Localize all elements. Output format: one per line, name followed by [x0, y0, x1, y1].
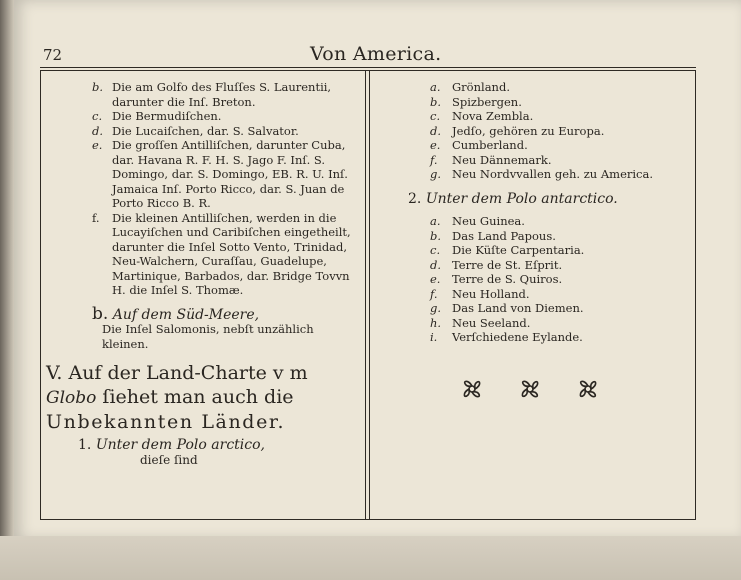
item-marker: c.	[430, 109, 441, 123]
list-item	[92, 109, 354, 124]
item-text: Grönland.	[452, 80, 510, 94]
section-text: Die Inſel Salomonis, nebſt unzählich kleinen.	[102, 322, 314, 351]
item-text: Verſchiedene Eylande.	[452, 330, 583, 344]
item-text: Die groſſen Antilliſchen, darunter Cuba, dar. Havana R. F. H. S. Jago F. Inſ. S. Domingo, dar. S. Domingo, EB. R. U. Inſ. Jamaica Inſ. Porto Ricco, dar. S. Juan de Porto Ricco B. R.	[112, 138, 348, 210]
list-item	[92, 124, 354, 139]
list-item	[430, 330, 692, 345]
item-text: Terre de S. Quiros.	[452, 272, 563, 286]
item-marker: d.	[92, 123, 104, 138]
item-marker: b.	[92, 80, 104, 94]
item-marker: f.	[430, 286, 438, 301]
book-bottom-edge	[0, 536, 741, 580]
column-divider	[365, 70, 366, 520]
page-number: 72	[43, 46, 63, 64]
list-item	[430, 316, 692, 331]
item-text: Neu Guinea.	[452, 214, 525, 228]
fleuron-icon	[516, 375, 544, 403]
chapter-heading-v	[46, 361, 354, 434]
list-item	[430, 272, 692, 287]
item-text: Nova Zembla.	[452, 109, 534, 123]
list-item	[430, 109, 692, 124]
item-marker: i.	[430, 330, 438, 344]
item-marker: d.	[430, 257, 442, 272]
item-text: Die Lucaiſchen, dar. S. Salvator.	[112, 123, 299, 138]
list-item	[430, 258, 692, 273]
item-text: Neu Nordvvallen geh. zu America.	[452, 167, 653, 181]
item-marker: h.	[430, 315, 442, 330]
item-marker: f.	[92, 210, 100, 225]
item-text: Terre de St. Eſprit.	[452, 257, 563, 272]
list-item	[430, 301, 692, 316]
list-item	[430, 214, 692, 229]
chapter-line-2-rest: ſiehet man auch die	[102, 386, 294, 408]
list-item	[92, 211, 354, 298]
item-text: Jedſo, gehören zu Europa.	[452, 123, 605, 138]
item-marker: g.	[430, 167, 442, 181]
list-item	[430, 80, 692, 95]
item-text: Spizbergen.	[452, 94, 522, 109]
chapter-line-2-italic: Globo	[46, 388, 97, 408]
item-text: Die am Golfo des Fluſſes S. Laurentii, darunter die Inſ. Breton.	[112, 80, 332, 109]
section-subtext: dieſe ſind	[140, 452, 198, 467]
item-marker: b.	[430, 94, 442, 109]
section-title: Unter dem Polo antarctico.	[425, 190, 618, 207]
item-marker: a.	[430, 214, 441, 228]
item-marker: a.	[430, 80, 441, 94]
list-item	[92, 80, 354, 109]
section-heading-arctic	[78, 438, 354, 453]
item-text: Cumberland.	[452, 138, 528, 152]
section-heading-antarctic	[408, 192, 692, 207]
right-column	[408, 80, 692, 403]
ornament-row	[458, 375, 692, 403]
list-item	[430, 153, 692, 168]
list-item	[430, 95, 692, 110]
section-label: 1.	[78, 437, 92, 453]
section-label: b.	[92, 303, 109, 324]
section-label: 2.	[408, 190, 422, 207]
left-column	[46, 80, 354, 467]
fleuron-icon	[574, 375, 602, 403]
chapter-line-2	[46, 385, 354, 410]
section-title: Unter dem Polo arctico,	[95, 437, 265, 453]
item-text: Das Land von Diemen.	[452, 301, 584, 315]
list-item	[92, 138, 354, 211]
item-marker: e.	[430, 272, 441, 286]
item-text: Die Küſte Carpentaria.	[452, 243, 585, 257]
item-text: Neu Holland.	[452, 286, 530, 301]
item-text: Neu Dännemark.	[452, 152, 552, 167]
chapter-line-3: Unbekannten Länder.	[46, 411, 286, 433]
chapter-line-1: V. Auf der Land-Charte v m	[46, 362, 308, 384]
item-marker: g.	[430, 301, 442, 315]
list-item	[430, 167, 692, 182]
list-item	[430, 229, 692, 244]
item-text: Die kleinen Antilliſchen, werden in die Lucayiſchen und Caribiſchen eingetheilt, darunter die Inſel Sotto Vento, Trinidad, Neu-Walchern, Curaſſau, Guadelupe, Martinique, Barbados, dar. Bridge Tovvn H. die Inſel S. Thomæ.	[112, 210, 351, 297]
section-title: Auf dem Süd-Meere,	[112, 306, 260, 323]
item-marker: d.	[430, 123, 442, 138]
fleuron-icon	[458, 375, 486, 403]
column-divider-inner	[369, 70, 370, 520]
item-marker: b.	[430, 228, 442, 243]
list-item	[430, 287, 692, 302]
item-text: Das Land Papous.	[452, 228, 556, 243]
book-spine-edge	[0, 0, 14, 580]
item-marker: f.	[430, 152, 438, 167]
item-marker: c.	[430, 243, 441, 257]
item-text: Die Bermudiſchen.	[112, 109, 222, 123]
list-item	[430, 124, 692, 139]
header-rule	[40, 67, 696, 68]
item-marker: e.	[92, 138, 103, 152]
item-marker: e.	[430, 138, 441, 152]
running-header: Von America.	[310, 43, 442, 65]
item-text: Neu Seeland.	[452, 315, 531, 330]
section-heading-sud-meere	[92, 303, 354, 324]
list-item	[430, 138, 692, 153]
item-marker: c.	[92, 109, 103, 123]
list-item	[430, 243, 692, 258]
